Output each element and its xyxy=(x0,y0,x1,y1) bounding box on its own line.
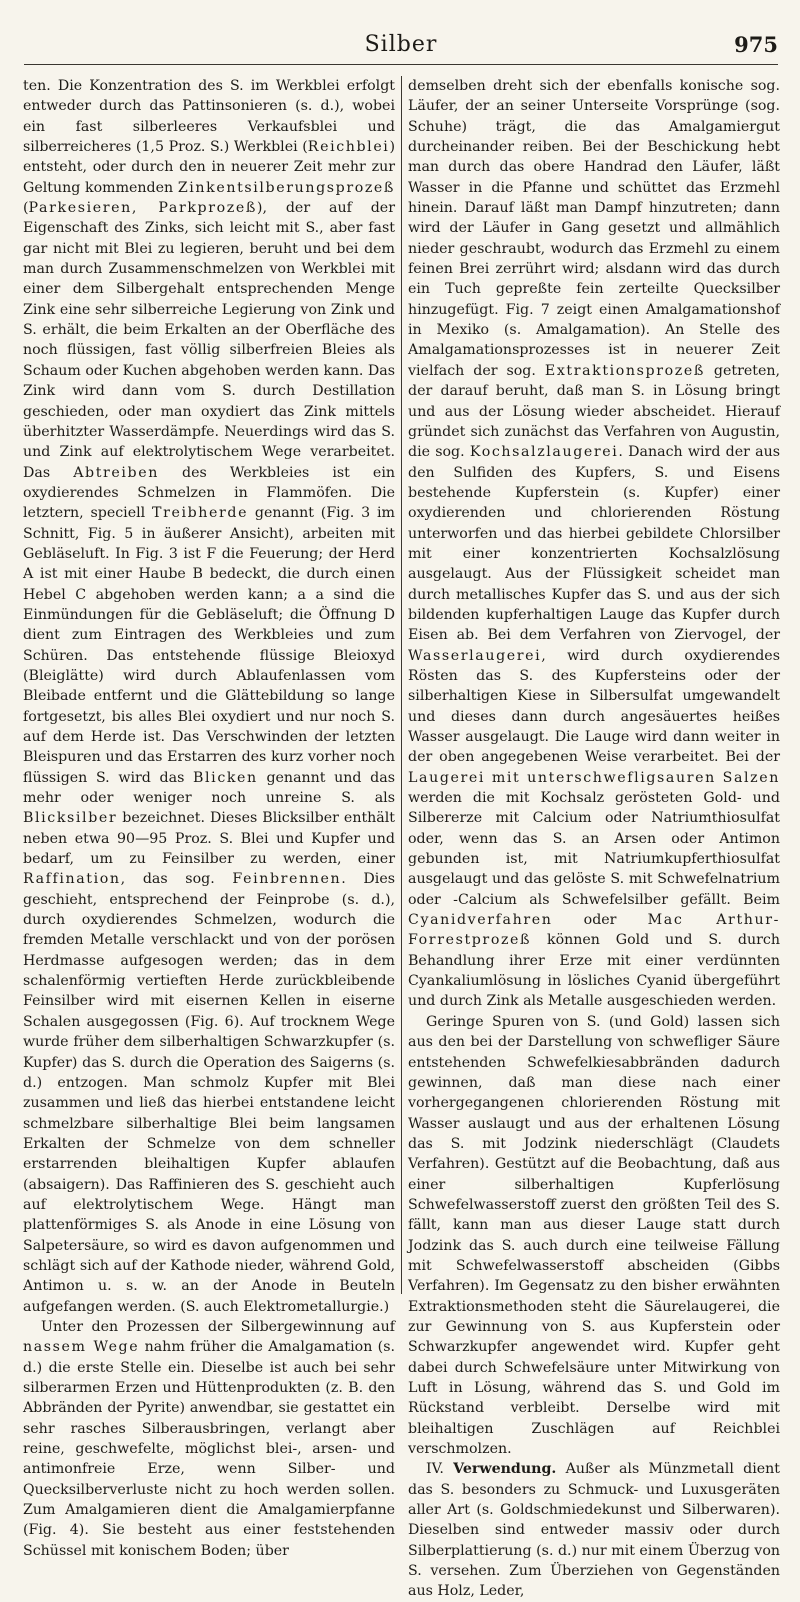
left-column xyxy=(23,76,395,1559)
spaced-term: Kochsalzlaugerei xyxy=(469,444,619,461)
spaced-term: Cyanidverfahren xyxy=(408,912,553,929)
spaced-term: Mac Arthur-Forrestprozeß xyxy=(408,912,780,949)
spaced-term: nassem Wege xyxy=(23,1339,140,1356)
right-column xyxy=(408,76,781,1600)
spaced-term: Zinkentsilberungsprozeß xyxy=(177,179,395,196)
spaced-term: Raffination xyxy=(23,871,121,888)
column-divider xyxy=(401,76,402,1294)
paragraph: IV. Verwendung. Außer als Münzmetall dient das S. besonders zu Schmuck- und Luxusgeräten aller Art (s. Goldschmiedekunst und Silberwaren). Dieselben sind entweder massiv oder durch Silberplattierung (s. d.) nur mit einem Überzug von S. versehen. Zum Überziehen von Gegenständen aus Holz, Leder, xyxy=(408,1461,781,1600)
spaced-term: Feinbrennen xyxy=(232,871,342,888)
running-header xyxy=(24,30,778,65)
spaced-term: Abtreiben xyxy=(73,464,159,481)
spaced-term: Wasserlaugerei xyxy=(408,647,542,664)
page-number: 975 xyxy=(734,32,778,57)
spaced-term: Reichblei xyxy=(307,139,390,156)
spaced-term: Blicksilber xyxy=(23,810,118,827)
paragraph: ten. Die Konzentration des S. im Werkblei erfolgt entweder durch das Pattinsonieren (s. d.), wobei ein fast silberleeres Verkaufsblei und silberreicheres (1,5 Proz. S.) Werkblei (Reichblei) entsteht, oder durch den in neuerer Zeit mehr zur Geltung kommenden Zinkentsilberungsprozeß (Parkesieren, Parkprozeß), der auf der Eigenschaft des Zinks, sich leicht mit S., aber fast gar nicht mit Blei zu legieren, beruht und bei dem man durch Zusammenschmelzen von Werkblei mit einer dem Silbergehalt entsprechenden Menge Zink eine sehr silberreiche Legierung von Zink und S. erhält, die beim Erkalten an der Oberfläche des noch flüssigen, fast völlig silberfreien Bleies als Schaum oder Kuchen abgehoben werden kann. Das Zink wird dann vom S. durch Destillation geschieden, oder man oxydiert das Zink mittels überhitzter Wasserdämpfe. Neuerdings wird das S. und Zink auf elektrolytischem Wege verarbeitet. Das Abtreiben des Werkbleies ist ein oxydierendes Schmelzen in Flammöfen. Die letztern, speciell Treibherde genannt (Fig. 3 im Schnitt, Fig. 5 in äußerer Ansicht), arbeiten mit Gebläseluft. In Fig. 3 ist F die Feuerung; der Herd A ist mit einer Haube B bedeckt, die durch einen Hebel C abgehoben werden kann; a a sind die Einmündungen für die Gebläseluft; die Öffnung D dient zum Eintragen des Werkbleies und zum Schüren. Das entstehende flüssige Bleioxyd (Bleiglätte) wird durch Ablaufenlassen vom Bleibade entfernt und die Glättebildung so lange fortgesetzt, bis alles Blei oxydiert und nur noch S. auf dem Herde ist. Das Verschwinden der letzten Bleispuren und das Erstarren des kurz vorher noch flüssigen S. wird das Blicken genannt und das mehr oder weniger noch unreine S. als Blicksilber bezeichnet. Dieses Blicksilber enthält neben etwa 90—95 Proz. S. Blei und Kupfer und bedarf, um zu Feinsilber zu werden, einer Raffination, das sog. Feinbrennen. Dies geschieht, entsprechend der Feinprobe (s. d.), durch oxydierendes Schmelzen, wodurch die fremden Metalle verschlackt und von der porösen Herdmasse aufgesogen werden; das in dem schalenförmig vertieften Herde zurückbleibende Feinsilber wird mit eisernen Kellen in eiserne Schalen ausgegossen (Fig. 6). Auf trocknem Wege wurde früher dem silberhaltigen Schwarzkupfer (s. Kupfer) das S. durch die Operation des Saigerns (s. d.) entzogen. Man schmolz Kupfer mit Blei zusammen und ließ das hierbei entstandene leicht schmelzbare silberhaltige Blei beim langsamen Erkalten der Schmelze von dem schneller erstarrenden bleihaltigen Kupfer ablaufen (absaigern). Das Raffinieren des S. geschieht auch auf elektrolytischem Wege. Hängt man plattenförmiges S. als Anode in eine Lösung von Salpetersäure, so wird es davon aufgenommen und schlägt sich auf der Kathode nieder, während Gold, Antimon u. s. w. an der Anode in Beuteln aufgefangen werden. (S. auch Elektrometallurgie.) xyxy=(23,78,395,1315)
spaced-term: Blicken xyxy=(193,769,258,786)
spaced-term: Laugerei mit unterschwefligsauren Salzen xyxy=(408,769,780,786)
spaced-term: Parkesieren, Parkprozeß xyxy=(28,200,257,217)
paragraph: Unter den Prozessen der Silbergewinnung auf nassem Wege nahm früher die Amalgamation (s. d.) die erste Stelle ein. Dieselbe ist auch bei sehr silberarmen Erzen und Hüttenprodukten (z. B. den Abbränden der Pyrite) anwendbar, sie gestattet ein sehr rasches Silberausbringen, verlangt aber reine, geschwefelte, möglichst blei-, arsen- und antimonfreie Erze, wenn Silber- und Quecksilberverluste nicht zu hoch werden sollen. Zum Amalgamieren dient die Amalgamierpfanne (Fig. 4). Sie besteht aus einer feststehenden Schüssel mit konischem Boden; über xyxy=(23,1318,395,1559)
section-heading: Verwendung. xyxy=(453,1461,557,1478)
spaced-term: Treibherde xyxy=(152,505,249,522)
paragraph: demselben dreht sich der ebenfalls konische sog. Läufer, der an seiner Unterseite Vorsprünge (sog. Schuhe) trägt, die das Amalgamiergut durcheinander reiben. Bei der Beschickung hebt man durch das obere Handrad den Läufer, läßt Wasser in die Pfanne und schüttet das Erzmehl hinein. Darauf läßt man Dampf hinzutreten; dann wird der Läufer in Gang gesetzt und allmählich nieder geschraubt, wodurch das Erzmehl zu einem feinen Brei zerrührt wird; alsdann wird das durch ein Tuch gepreßte fein zerteilte Quecksilber hinzugefügt. Fig. 7 zeigt einen Amalgamationshof in Mexiko (s. Amalgamation). An Stelle des Amalgamationsprozesses ist in neuerer Zeit vielfach der sog. Extraktionsprozeß getreten, der darauf beruht, daß man S. in Lösung bringt und aus der Lösung wieder abscheidet. Hierauf gründet sich zunächst das Verfahren von Augustin, die sog. Kochsalzlaugerei. Danach wird der aus den Sulfiden des Kupfers, S. und Eisens bestehende Kupferstein (s. Kupfer) einer oxydierenden und chlorierenden Röstung unterworfen und das hierbei gebildete Chlorsilber mit einer konzentrierten Kochsalzlösung ausgelaugt. Aus der Flüssigkeit scheidet man durch metallisches Kupfer das S. und aus der sich bildenden kupferhaltigen Lauge das Kupfer durch Eisen ab. Bei dem Verfahren von Ziervogel, der Wasserlaugerei, wird durch oxydierendes Rösten das S. des Kupfersteins oder der silberhaltigen Kiese in Silbersulfat umgewandelt und dieses dann durch angesäuertes heißes Wasser ausgelaugt. Die Lauge wird dann weiter in der oben angegebenen Weise verarbeitet. Bei der Laugerei mit unterschwefligsauren Salzen werden die mit Kochsalz gerösteten Gold- und Silbererze mit Calcium oder Natriumthiosulfat oder, wenn das S. an Arsen oder Antimon gebunden ist, mit Natriumkupferthiosulfat ausgelaugt und das gelöste S. mit Schwefelnatrium oder -Calcium als Schwefelsilber gefällt. Beim Cyanidverfahren oder Mac Arthur-Forrestprozeß können Gold und S. durch Behandlung ihrer Erze mit einer verdünnten Cyankaliumlösung in lösliches Cyanid übergeführt und durch Zink als Metalle ausgeschieden werden. xyxy=(408,78,780,1010)
spaced-term: Extraktionsprozeß xyxy=(544,362,705,379)
running-title: Silber xyxy=(364,32,438,57)
paragraph: Geringe Spuren von S. (und Gold) lassen sich aus den bei der Darstellung von schwefliger Säure entstehenden Schwefelkiesabbränden dadurch gewinnen, daß man diese nach einer vorhergegangenen chlorierenden Röstung mit Wasser auslaugt und aus der erhaltenen Lösung das S. mit Jodzink niederschlägt (Claudets Verfahren). Gestützt auf die Beobachtung, daß aus einer silberhaltigen Kupferlösung Schwefelwasserstoff zuerst den größten Teil des S. fällt, kann man aus dieser Lauge statt durch Jodzink das S. auch durch eine teilweise Fällung mit Schwefelwasserstoff abscheiden (Gibbs Verfahren). Im Gegensatz zu den bisher erwähnten Extraktionsmethoden steht die Säurelaugerei, die zur Gewinnung von S. aus Kupferstein oder Schwarzkupfer angewendet wird. Kupfer geht dabei durch Schwefelsäure unter Mitwirkung von Luft in Lösung, während das S. und Gold im Rückstand verbleibt. Derselbe wird mit bleihaltigen Zuschlägen auf Reichblei verschmolzen. xyxy=(408,1013,780,1458)
